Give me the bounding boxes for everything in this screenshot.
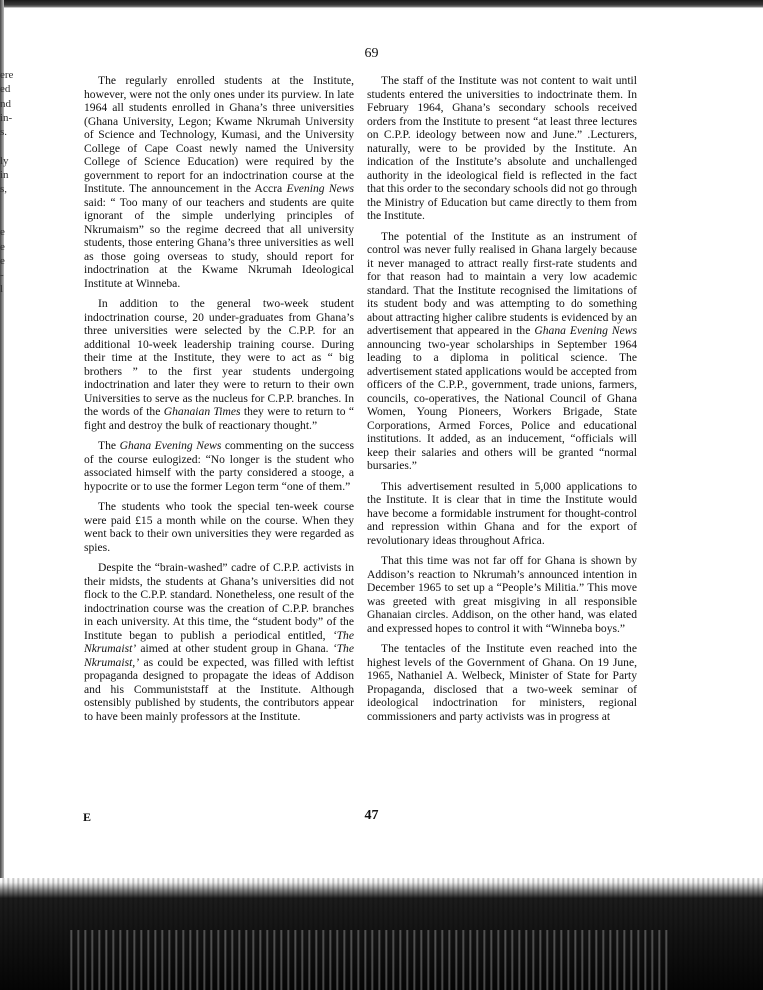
italic-title: ‘The Nkrumaist’ xyxy=(84,628,354,655)
paragraph xyxy=(84,74,354,290)
margin-fragment: ly xyxy=(0,154,9,167)
margin-fragment: e xyxy=(0,254,5,267)
italic-title: Ghana Evening News xyxy=(534,324,637,337)
paragraph xyxy=(367,480,637,548)
margin-fragment xyxy=(0,139,16,153)
paragraph-text: The tentacles of the Institute even reached into the highest levels of the Government of Ghana. On 19 June, 1965, Nathaniel A. Welbeck, Minister of State for Party Propaganda, disclosed that a two-week seminar of ideological indoctrination for ministers, regional commissioners and party activists was in progress at xyxy=(367,642,637,723)
signature-mark: E xyxy=(83,810,92,824)
paragraph-text: The students who took the special ten-week course were paid £15 a month while on the course. When they went back to their own universities they were regarded as spies. xyxy=(84,500,354,554)
paragraph xyxy=(84,561,354,723)
italic-title: ‘The Nkrumaist,’ xyxy=(84,642,354,669)
margin-fragment: s. xyxy=(0,126,8,139)
paragraph-text: That this time was not far off for Ghana is shown by Addison’s reaction to Nkrumah’s announced intention in December 1965 to set up a “People’s Militia.” This move was greeted with great misgiving in all responsible Ghanaian circles. Addison, on the other hand, was elated and expressed hopes to control it with “Winneba boys.” xyxy=(367,554,637,635)
scan-bottom-texture xyxy=(70,930,670,990)
margin-fragment: - xyxy=(0,269,4,282)
paragraph-text: The regularly enrolled students at the Institute, however, were not the only ones under its purview. In late 1964 all students enrolled in Ghana’s three universities (Ghana University, Legon; Kwame Nkrumah University of Science and Technology, Kumasi, and the University College of Cape Coast newly named the University College of Science Education) were required by the government to report for an indoctrination course at the Institute. The announcement in the Accra xyxy=(84,74,354,195)
scan-top-edge xyxy=(0,0,763,8)
paragraph xyxy=(84,297,354,432)
italic-title: Ghanaian Times xyxy=(163,405,241,418)
paragraph-text: Despite the “brain-washed” cadre of C.P.P. activists in their midsts, the students at Ghana’s universities did not flock to the C.P.P. standard. Nonetheless, one result of the indoctrination course was the creation of C.P.P. branches in each university. At this time, the “student body” of the Institute began to publish a periodical entitled, xyxy=(84,561,354,642)
paragraph-text: said: “ Too many of our teachers and students are quite ignorant of the simple underlying principles of Nkrumaism” so the regime decreed that all university students, those entering Ghana’s three universities as well as those going overseas to study, should report for indoctrination at the Kwame Nkrumah Ideological Institute at Winneba. xyxy=(84,195,354,290)
adjacent-page-margin-text xyxy=(0,68,16,297)
paragraph-text: as could be expected, was filled with leftist propaganda designed to propagate the ideas of Addison and his Communiststaff at the Institute. Although ostensibly published by students, the contributors appear to have been mainly professors at the Institute. xyxy=(84,655,354,723)
paragraph-text: commenting on the success of the course eulogized: “No longer is the student who associated himself with the party considered a stooge, a hypocrite or to use the former Legon term “one of them.” xyxy=(84,439,354,493)
paragraph xyxy=(367,74,637,223)
paragraph-text: This advertisement resulted in 5,000 applications to the Institute. It is clear that in time the Institute would have become a formidable instrument for thought-control and repression within Ghana and for the export of revolutionary ideas throughout Africa. xyxy=(367,479,637,547)
paragraph xyxy=(84,500,354,554)
paragraph-text: The potential of the Institute as an instrument of control was never fully realised in Ghana largely because it never managed to attract really first-rate students and for that reason had to maintain a very low academic standard. That the Institute recognised the limitations of its student body and was attempting to do something about attracting higher calibre students is evidenced by an advertisement that appeared in the xyxy=(367,229,637,337)
paragraph xyxy=(84,439,354,493)
margin-fragment: e xyxy=(0,226,5,239)
margin-fragment xyxy=(0,211,16,225)
margin-fragment: e xyxy=(0,240,5,253)
page-number-top: 69 xyxy=(364,46,379,61)
margin-fragment: nd xyxy=(0,97,11,110)
page-number-bottom: 47 xyxy=(364,808,379,823)
paragraph-text: The staff of the Institute was not content to wait until students entered the universities to indoctrinate them. In February 1964, Ghana’s secondary schools received orders from the Institute to present “at least three lectures on C.P.P. ideology between now and June.” .Lecturers, naturally, were to be provided by the Institute. An indication of the Institute’s absolute and unchallenged authority in the ideological field is reflected in the fact that this order to the secondary schools did not go through the Ministry of Education but came directly to them from the Institute. xyxy=(367,74,637,222)
margin-fragment: in- xyxy=(0,111,13,124)
margin-fragment: in xyxy=(0,169,9,182)
text-column-right xyxy=(367,74,637,730)
paragraph-text: announcing two-year scholarships in September 1964 leading to a diploma in political science. The advertisement stated applications would be accepted from officers of the C.P.P., government, trade unions, farmers, councils, co-operatives, the National Council of Ghana Women, Young Pioneers, Workers Brigade, State Corporations, Armed Forces, Police and educational institutions. It added, as an inducement, “officials will keep their salaries and others will be granted “normal bursaries.” xyxy=(367,337,637,472)
paragraph-text: they were to return to “ fight and destroy the bulk of reactionary thought.” xyxy=(84,405,354,432)
paragraph-text: The xyxy=(98,439,120,452)
margin-fragment: ed xyxy=(0,83,11,96)
text-column-left xyxy=(84,74,354,730)
margin-fragment: l xyxy=(0,283,4,296)
paragraph-text: In addition to the general two-week student indoctrination course, 20 under-graduates from Ghana’s three universities were selected by the C.P.P. for an additional 10-week leadership training course. During their time at the Institute, they were to act as “ big brothers ” to the first year students undergoing indoctrination and later they were to return to their own Universities to serve as the nucleus for C.P.P. branches. In the words of the xyxy=(84,297,354,418)
margin-fragment: ere xyxy=(0,69,14,81)
margin-fragment xyxy=(0,197,16,211)
paragraph-text: aimed at other student group in Ghana. xyxy=(136,642,333,655)
italic-title: Ghana Evening News xyxy=(119,439,222,452)
italic-title: Evening News xyxy=(286,182,354,195)
paragraph xyxy=(367,554,637,635)
paragraph xyxy=(367,642,637,723)
margin-fragment: s, xyxy=(0,183,8,196)
paragraph xyxy=(367,230,637,473)
